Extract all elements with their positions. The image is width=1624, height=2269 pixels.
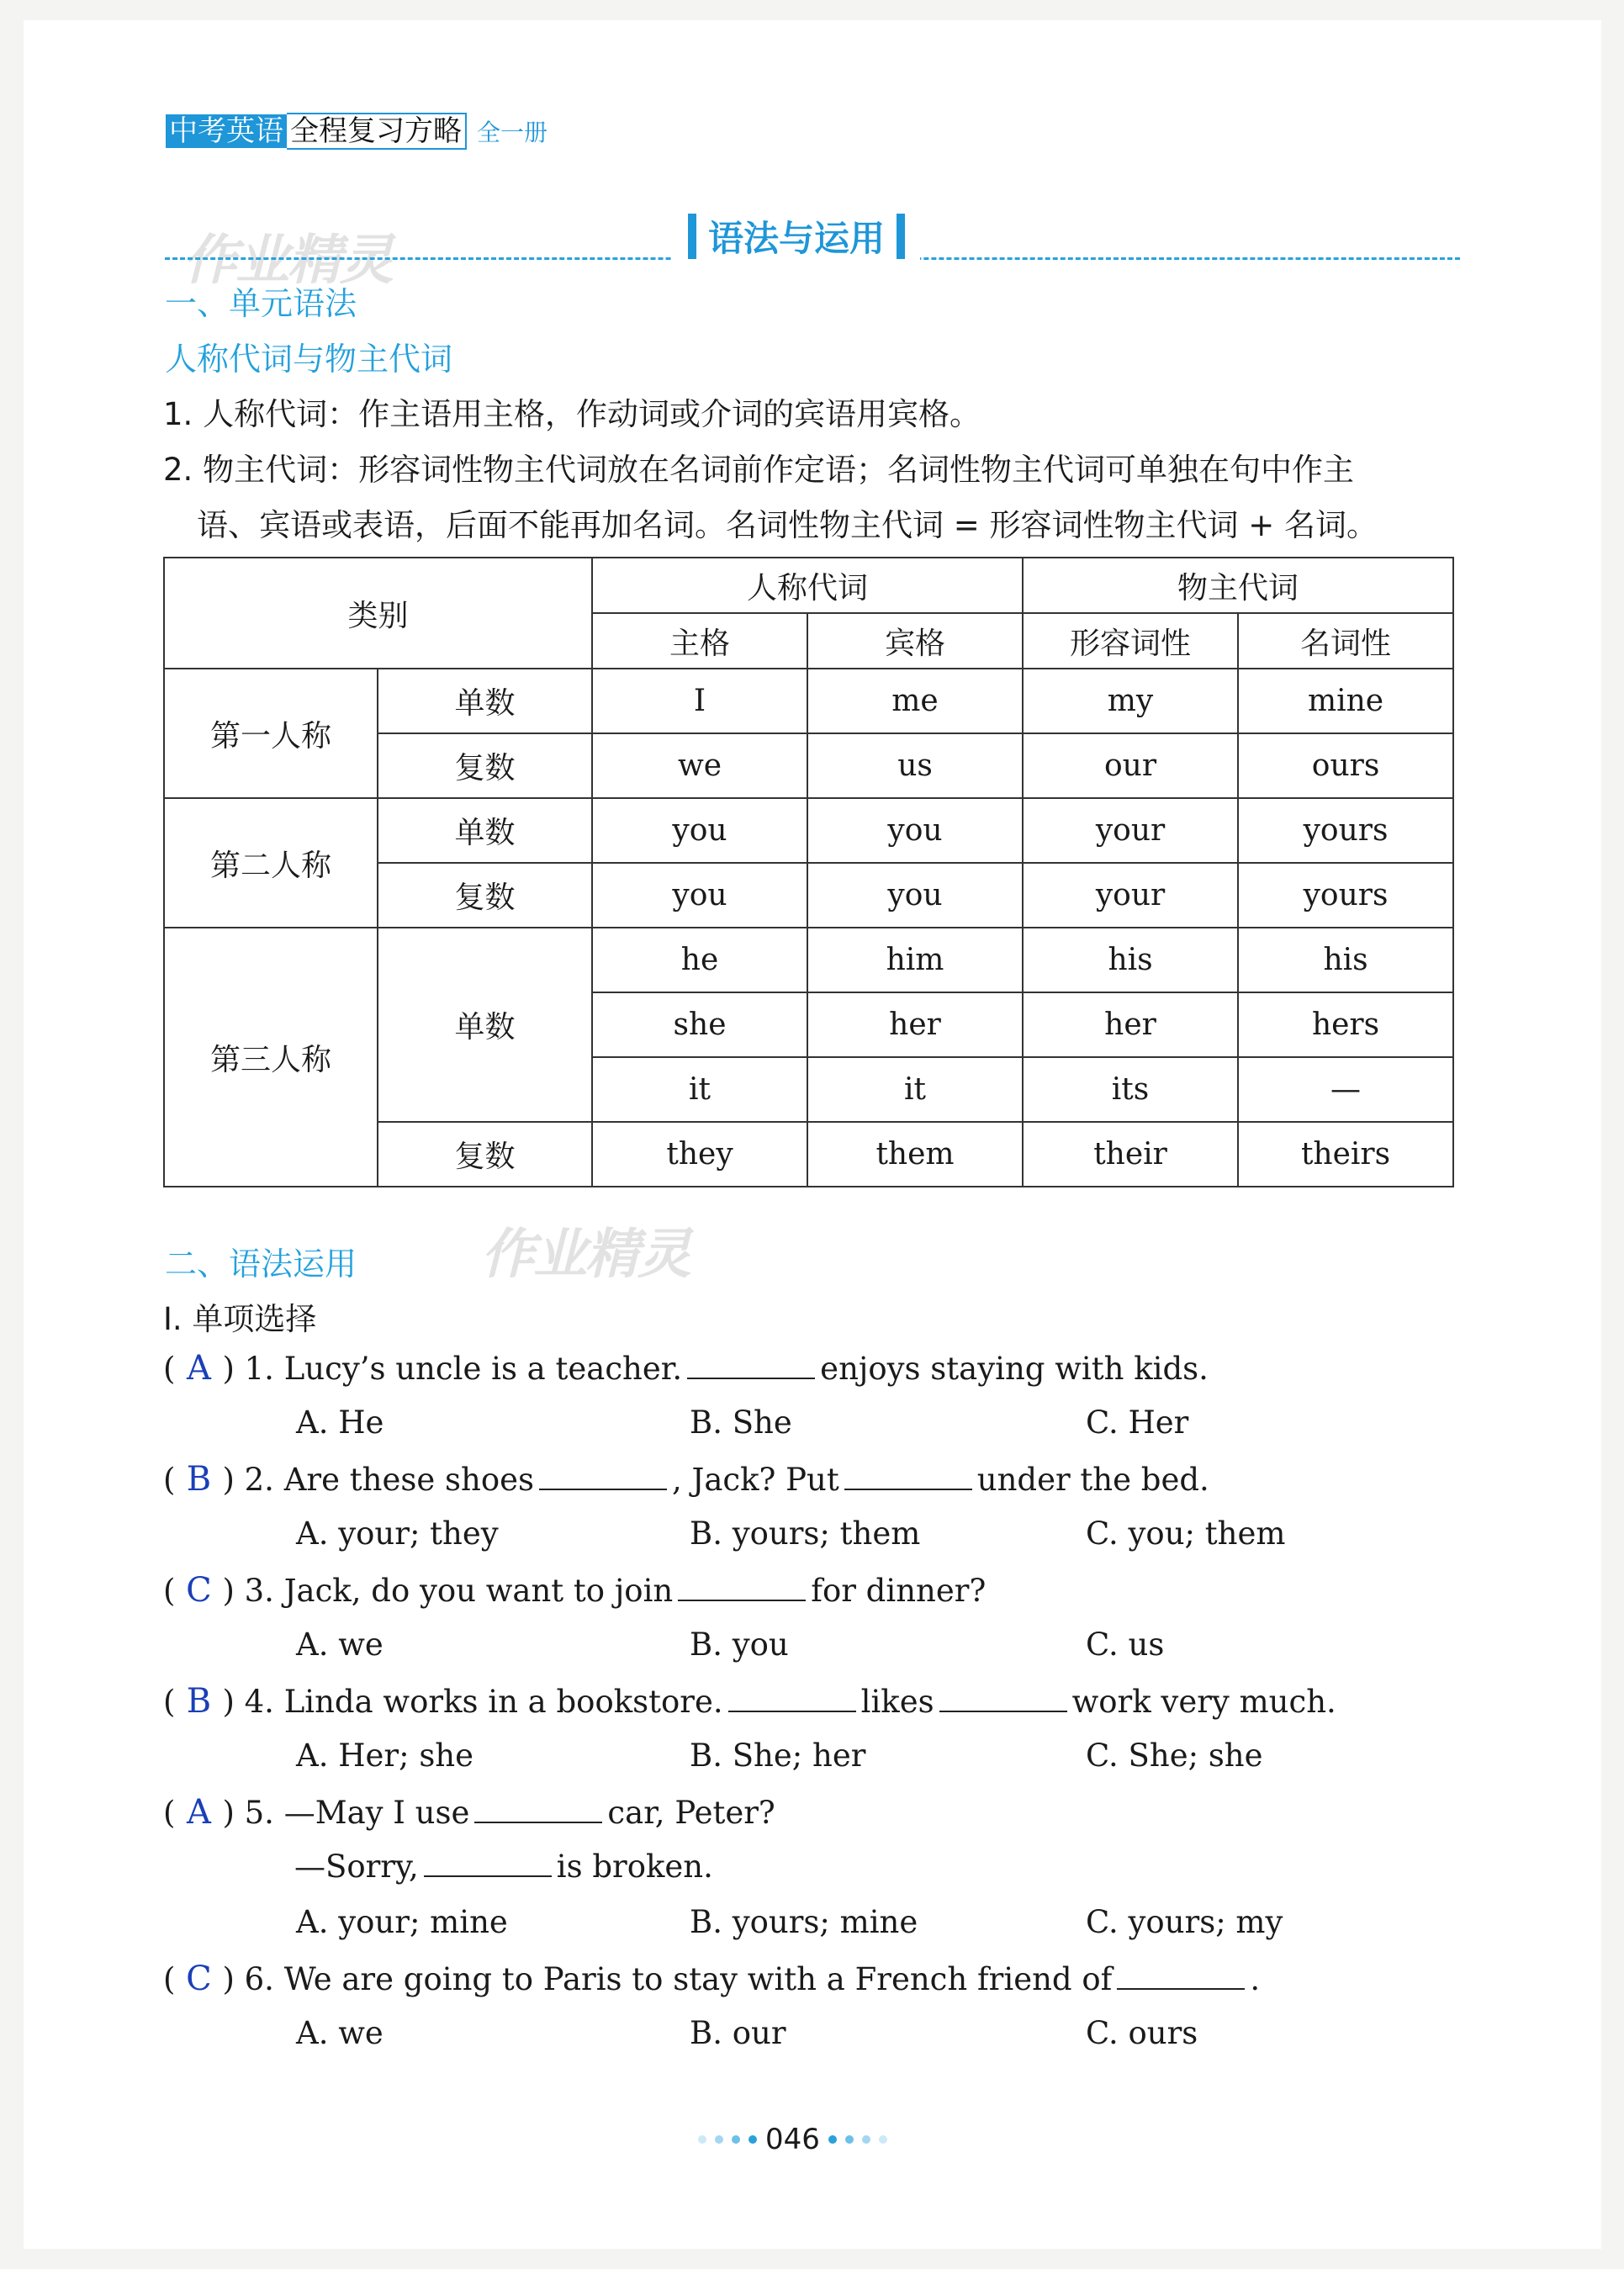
answer-blank [474,1796,602,1823]
row-second-person: 第二人称 [164,798,378,928]
table-cell: mine [1238,669,1453,733]
answer-blank [678,1574,806,1601]
part2-subheading: I. 单项选择 [163,1301,317,1337]
part1-subheading: 人称代词与物主代词 [165,341,453,378]
dot-icon [715,2135,723,2144]
table-cell: me [807,669,1023,733]
table-cell: his [1023,928,1238,992]
dot-icon [862,2135,870,2144]
section-title-text: 语法与运用 [708,218,886,259]
row-third-person: 第三人称 [164,928,378,1187]
table-cell: you [807,863,1023,928]
header-category: 类别 [164,558,592,669]
page-number [698,2123,887,2156]
question-5: ( A ) 5. —May I use car, Peter? [163,1793,775,1832]
dot-icon [732,2135,740,2144]
grammar-point-2-line1: 2. 物主代词：形容词性物主代词放在名词前作定语；名词性物主代词可单独在句中作主 [163,452,1355,488]
table-cell: it [807,1057,1023,1122]
option-b: B. She [690,1404,792,1441]
answer-mark: C [186,1571,212,1610]
dot-icon [845,2135,854,2144]
option-b: B. our [690,2015,786,2051]
answer-mark: A [186,1793,211,1832]
table-cell: its [1023,1057,1238,1122]
question-6: ( C ) 6. We are going to Paris to stay with a French friend of . [163,1960,1261,1998]
watermark: 作业精灵 [481,1224,690,1286]
table-cell: yours [1238,863,1453,928]
option-b: B. yours; mine [690,1904,918,1940]
option-c: C. yours; my [1086,1904,1283,1940]
option-a: A. He [296,1404,384,1441]
table-cell: yours [1238,798,1453,863]
table-cell: my [1023,669,1238,733]
section-title [673,210,920,262]
table-cell: she [592,992,807,1057]
table-row [164,798,1453,863]
header-personal-pronouns: 人称代词 [592,558,1023,613]
answer-blank [424,1850,552,1877]
row-plural: 复数 [378,1122,592,1187]
header-adjective-form: 形容词性 [1023,613,1238,669]
answer-mark: C [186,1960,212,1998]
table-cell: we [592,733,807,798]
table-cell: you [592,863,807,928]
dot-icon [828,2135,837,2144]
option-c: C. us [1086,1626,1165,1663]
row-singular: 单数 [378,928,592,1122]
part2-heading: 二、语法运用 [165,1246,357,1283]
header-title-highlight: 中考英语 [166,114,287,148]
table-cell: her [1023,992,1238,1057]
book-header [166,114,548,148]
answer-blank [539,1463,667,1490]
table-cell: you [592,798,807,863]
option-c: C. She; she [1086,1737,1263,1774]
table-cell: I [592,669,807,733]
answer-blank [844,1463,972,1490]
header-noun-form: 名词性 [1238,613,1453,669]
dot-icon [749,2135,757,2144]
row-singular: 单数 [378,798,592,863]
table-cell: it [592,1057,807,1122]
header-volume: 全一册 [477,119,548,146]
dot-icon [698,2135,706,2144]
table-cell: theirs [1238,1122,1453,1187]
answer-mark: B [186,1682,212,1721]
table-header-row [164,558,1453,613]
answer-mark: A [186,1349,211,1388]
header-object-case: 宾格 [807,613,1023,669]
option-a: A. we [296,1626,384,1663]
page-number-text: 046 [765,2123,820,2156]
answer-blank [1117,1963,1245,1990]
table-cell: you [807,798,1023,863]
table-row [164,669,1453,733]
grammar-point-1: 1. 人称代词：作主语用主格，作动词或介词的宾语用宾格。 [163,396,981,432]
question-3: ( C ) 3. Jack, do you want to join for dinner? [163,1571,987,1610]
row-first-person: 第一人称 [164,669,378,798]
table-cell: his [1238,928,1453,992]
question-5-reply: —Sorry, is broken. [294,1849,713,1885]
option-b: B. yours; them [690,1515,921,1552]
title-bar-left [688,214,696,259]
header-title: 全程复习方略 [287,113,467,150]
question-1: ( A ) 1. Lucy’s uncle is a teacher. enjoys staying with kids. [163,1349,1209,1388]
answer-blank [939,1685,1067,1712]
table-cell: your [1023,863,1238,928]
table-cell: us [807,733,1023,798]
answer-blank [687,1352,815,1379]
answer-mark: B [186,1460,212,1499]
table-cell: them [807,1122,1023,1187]
option-c: C. ours [1086,2015,1198,2051]
option-a: A. your; they [296,1515,499,1552]
table-cell: their [1023,1122,1238,1187]
title-bar-right [897,214,905,259]
part1-heading: 一、单元语法 [165,285,357,322]
grammar-point-2-line2: 语、宾语或表语，后面不能再加名词。名词性物主代词 = 形容词性物主代词 + 名词。 [197,507,1378,543]
table-cell: — [1238,1057,1453,1122]
table-cell: your [1023,798,1238,863]
pronoun-table [163,557,1454,1187]
table-cell: ours [1238,733,1453,798]
header-subject-case: 主格 [592,613,807,669]
table-cell: him [807,928,1023,992]
row-singular: 单数 [378,669,592,733]
table-cell: hers [1238,992,1453,1057]
option-b: B. She; her [690,1737,866,1774]
row-plural: 复数 [378,733,592,798]
option-c: C. Her [1086,1404,1189,1441]
option-a: A. we [296,2015,384,2051]
table-cell: our [1023,733,1238,798]
option-c: C. you; them [1086,1515,1286,1552]
option-a: A. your; mine [296,1904,508,1940]
question-4: ( B ) 4. Linda works in a bookstore. likes work very much. [163,1682,1336,1721]
header-possessive-pronouns: 物主代词 [1023,558,1453,613]
table-cell: he [592,928,807,992]
option-a: A. Her; she [296,1737,474,1774]
row-plural: 复数 [378,863,592,928]
table-cell: they [592,1122,807,1187]
table-cell: her [807,992,1023,1057]
question-2: ( B ) 2. Are these shoes , Jack? Put under the bed. [163,1460,1209,1499]
dot-icon [879,2135,887,2144]
table-row [164,928,1453,992]
answer-blank [728,1685,856,1712]
watermark: 作业精灵 [183,230,392,292]
option-b: B. you [690,1626,789,1663]
